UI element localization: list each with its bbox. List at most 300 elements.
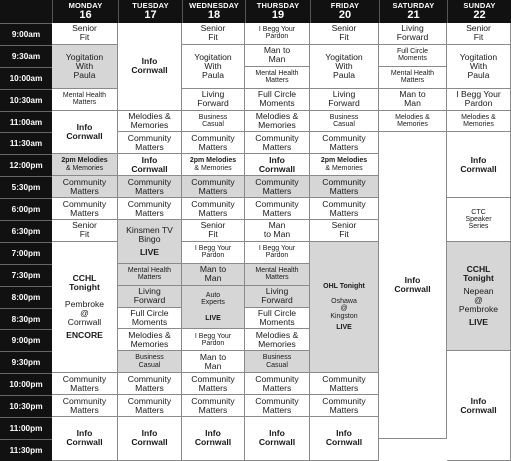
program-title-line: Memories [397,121,428,128]
program-cell-fri-business-casual[interactable] [310,111,379,133]
program-cell-wed-senior-fit[interactable] [182,23,245,45]
program-title-line: Matters [135,207,164,218]
time-label: 11:00pm [0,417,52,439]
day-header-wednesday [182,0,245,23]
program-cell-sun-cchl[interactable] [447,242,511,351]
program-cell-sat-info-cornwall[interactable] [379,132,447,438]
program-cell-thu-mental-health-pm[interactable] [245,264,310,286]
program-cell-sun-i-begg[interactable] [447,89,511,111]
program-title-line: Man [204,360,222,371]
program-cell-wed-business-casual[interactable] [182,111,245,133]
time-label: 10:00am [0,67,52,89]
program-title-line: LIVE [205,314,221,322]
program-title-line: Matters [198,382,228,393]
program-title-line: Matters [70,382,99,393]
program-cell-thu-mental-health[interactable] [245,67,310,89]
program-title-line: Matters [265,274,289,282]
program-cell-thu-full-circle-pm[interactable] [245,308,310,330]
program-title-line: @ [340,305,348,313]
program-cell-thu-melodies-pm[interactable] [245,329,310,351]
program-title-line: Auto [205,292,221,300]
program-cell-wed-i-begg-pm[interactable] [182,329,245,351]
program-title-line: Senior [200,23,226,34]
program-title-line: 2pm Melodies [320,157,368,165]
program-cell-fri-community-1130[interactable] [310,132,379,154]
program-cell-thu-full-circle[interactable] [245,89,310,111]
program-title-line: Nepean [463,286,494,297]
time-label: 12:00pm [0,154,52,176]
program-title-line: Tonight [69,282,100,293]
program-cell-wed-i-begg[interactable] [182,242,245,264]
program-title-line: Community [255,373,299,384]
program-title-line: Forward [133,295,166,306]
program-title-line: Melodies & [255,329,299,340]
program-title-line: Cornwall [131,65,168,76]
program-title-line: LIVE [336,324,352,332]
program-cell-tue-info-cornwall[interactable] [118,23,182,111]
program-title-line: Casual [138,361,161,369]
program-cell-tue-community-1030[interactable] [118,395,182,417]
program-cell-wed-community-1000[interactable] [182,373,245,395]
program-cell-mon-info-cornwall-pm[interactable] [52,417,118,461]
time-label: 9:00pm [0,329,52,351]
program-title-line: With [335,60,353,71]
program-title-line: Community [191,132,235,143]
program-title-line: Senior [72,220,97,231]
program-title-line: Cornwall [460,404,497,415]
program-title-line: Melodies & [255,110,299,121]
program-title-line: Man [268,54,286,65]
program-title-line: CCHL [466,264,491,275]
program-cell-thu-i-begg[interactable] [245,242,310,264]
program-cell-thu-i-begg[interactable] [245,23,310,45]
program-cell-tue-community-1130[interactable] [118,132,182,154]
program-title-line: & Memories [194,164,232,172]
program-title-line: Forward [328,98,360,109]
program-title-line: Matters [135,404,164,415]
program-cell-fri-community-1030[interactable] [310,395,379,417]
day-header-monday [52,0,118,23]
program-cell-tue-mental-health[interactable] [118,264,182,286]
program-title-line: Memories [258,120,296,130]
program-cell-mon-melodies[interactable] [52,154,118,176]
program-cell-sat-melodies[interactable] [379,111,447,133]
program-title-line: Memories [463,121,494,128]
program-title-line: Casual [333,121,355,128]
program-title-line: Moments [259,98,295,109]
program-title-line: Community [127,176,172,187]
program-title-line: Matters [70,185,99,196]
program-title-line: Man [204,273,222,284]
program-title-line: Cornwall [325,437,363,448]
program-title-line: Community [322,132,366,143]
time-label: 9:00am [0,23,52,45]
program-title-line: Fit [79,229,90,240]
time-label: 6:30pm [0,220,52,242]
program-cell-wed-man-to-man[interactable] [182,264,245,286]
program-title-line: Fit [473,32,484,43]
program-title-line: Paula [467,69,490,80]
program-title-line: Full Circle [130,308,169,318]
program-title-line: Man [268,220,286,231]
program-title-line: Info [336,428,352,439]
program-cell-thu-man-to-man-pm[interactable] [245,220,310,242]
program-title-line: Mental Health [127,266,172,274]
program-cell-fri-melodies[interactable] [310,154,379,176]
program-cell-mon-senior-fit-pm[interactable] [52,220,118,242]
program-cell-tue-kinsmen-bingo[interactable] [118,220,182,264]
program-title-line: Senior [200,220,226,231]
program-cell-sun-info-cornwall-pm[interactable] [447,351,511,460]
program-title-line: Matters [135,185,164,196]
program-cell-mon-cchl[interactable] [52,242,118,373]
program-title-line: Series [468,223,489,231]
program-title-line: Moments [259,317,295,328]
program-cell-wed-community-1030[interactable] [182,395,245,417]
program-title-line: Fit [79,32,90,43]
program-title-line: Matters [135,382,164,393]
program-title-line: Melodies & [128,110,171,121]
day-name: THURSDAY [256,1,300,11]
program-title-line: Matters [198,141,228,152]
program-cell-fri-community-530[interactable] [310,176,379,198]
program-cell-wed-melodies[interactable] [182,154,245,176]
day-header-tuesday [118,0,182,23]
program-cell-tue-melodies-pm[interactable] [118,329,182,351]
program-title-line: Community [322,373,366,384]
program-cell-fri-senior-fit[interactable] [310,23,379,45]
program-title-line: CTC [471,208,486,216]
time-label: 10:00pm [0,373,52,395]
program-title-line: Cornwall [66,437,103,448]
program-title-line: Yogitation [194,51,232,62]
program-title-line: With [469,60,488,71]
day-number: 17 [144,8,157,21]
program-title-line: Oshawa [331,298,357,306]
program-cell-thu-community-1130[interactable] [245,132,310,154]
program-title-line: Business [135,354,164,362]
program-title-line: Matters [329,382,359,393]
program-title-line: Matters [329,141,359,152]
program-cell-tue-community-1000[interactable] [118,373,182,395]
program-title-line: Community [62,373,107,384]
program-cell-mon-senior-fit[interactable] [52,23,118,45]
program-title-line: Business [262,354,292,362]
program-title-line: Matters [329,185,359,196]
program-cell-thu-info-cornwall-pm[interactable] [245,417,310,461]
program-title-line: Melodies & [128,329,171,340]
program-title-line: Matters [262,185,292,196]
program-title-line: & Memories [325,164,363,172]
program-title-line: Community [62,198,107,209]
program-cell-wed-community-530[interactable] [182,176,245,198]
program-title-line: Info [205,428,221,439]
program-title-line: Info [141,154,158,165]
program-cell-tue-business-casual[interactable] [118,351,182,373]
program-cell-tue-melodies[interactable] [118,111,182,133]
program-title-line: Info [269,154,285,165]
program-title-line: I Begg Your [258,26,296,34]
program-cell-fri-community-1000[interactable] [310,373,379,395]
time-label: 9:30pm [0,351,52,373]
program-title-line: Pembroke [458,304,499,315]
program-title-line: Cornwall [394,284,431,295]
program-title-line: Man to [199,351,227,362]
program-cell-mon-community-600[interactable] [52,198,118,220]
program-cell-fri-community-600[interactable] [310,198,379,220]
program-cell-wed-auto-experts[interactable] [182,286,245,330]
program-cell-sat-man-to-man[interactable] [379,89,447,111]
program-cell-tue-full-circle[interactable] [118,308,182,330]
program-cell-thu-melodies[interactable] [245,111,310,133]
time-label: 9:30am [0,45,52,67]
program-title-line: Yogitation [459,51,498,62]
program-title-line: @ [474,295,483,306]
program-cell-sun-yogitation[interactable] [447,45,511,89]
program-title-line: Community [191,176,235,187]
program-title-line: Cornwall [258,437,296,448]
program-title-line: Business [198,113,228,121]
time-label: 7:30pm [0,264,52,286]
program-title-line: Full Circle [257,308,297,318]
program-title-line: Pardon [464,98,493,109]
program-title-line: Speaker [465,215,492,223]
program-title-line: Matters [198,404,228,415]
program-cell-wed-community-1130[interactable] [182,132,245,154]
program-cell-thu-living-forward[interactable] [245,286,310,308]
program-title-line: Matters [262,404,292,415]
program-cell-sat-mental-health[interactable] [379,67,447,89]
program-title-line: I Begg Your [194,245,232,252]
program-title-line: Cornwall [131,437,168,448]
day-header-sunday [447,0,511,23]
program-title-line: Living [401,23,424,34]
program-title-line: LIVE [139,246,160,257]
program-title-line: Mental Health [390,69,435,77]
program-title-line: Matters [137,274,162,282]
program-title-line: Cornwall [67,317,102,328]
day-number: 20 [338,8,352,21]
program-title-line: Paula [73,69,96,80]
program-title-line: Community [127,132,172,143]
program-title-line: Community [127,198,172,209]
time-label: 11:00am [0,111,52,133]
program-cell-fri-senior-fit-pm[interactable] [310,220,379,242]
program-cell-fri-yogitation[interactable] [310,45,379,89]
program-title-line: ENCORE [66,330,103,341]
program-cell-sat-living-forward[interactable] [379,23,447,45]
program-title-line: OHL Tonight [323,282,365,290]
program-title-line: Info [141,428,158,439]
program-title-line: Pardon [201,252,225,260]
program-title-line: Community [322,395,366,406]
program-cell-mon-info-cornwall[interactable] [52,111,118,155]
program-cell-wed-community-600[interactable] [182,198,245,220]
program-title-line: Matters [329,404,359,415]
program-cell-sun-melodies[interactable] [447,111,511,133]
program-title-line: Mental Health [62,91,107,99]
program-title-line: Info [470,154,487,165]
program-cell-mon-mental-health[interactable] [52,89,118,111]
program-title-line: Mental Health [255,69,299,77]
program-title-line: Info [404,275,421,286]
day-header-thursday [245,0,310,23]
program-title-line: Info [269,428,285,439]
program-cell-thu-business-casual[interactable] [245,351,310,373]
program-title-line: Community [62,395,107,406]
program-title-line: Business [329,113,359,121]
time-label: 8:30pm [0,308,52,330]
program-title-line: Info [76,428,93,439]
program-cell-wed-senior-fit-pm[interactable] [182,220,245,242]
program-title-line: Yogitation [325,51,363,62]
program-title-line: Kinsmen TV [126,224,173,235]
program-title-line: Mental Health [255,266,299,274]
program-title-line: Community [191,373,235,384]
day-header-friday [310,0,379,23]
program-cell-fri-info-cornwall-pm[interactable] [310,417,379,461]
program-cell-thu-community-1030[interactable] [245,395,310,417]
program-title-line: LIVE [468,317,489,328]
program-title-line: 2pm Melodies [189,157,237,165]
time-label: 11:30pm [0,439,52,461]
program-title-line: Senior [331,23,357,34]
program-title-line: With [204,60,222,71]
program-cell-fri-ohl[interactable] [310,242,379,373]
program-title-line: Fit [339,32,349,43]
program-title-line: Moments [131,317,168,328]
program-cell-thu-community-530[interactable] [245,176,310,198]
day-number: 19 [271,8,285,21]
program-title-line: @ [80,308,89,319]
program-cell-thu-community-1000[interactable] [245,373,310,395]
program-title-line: Casual [266,361,288,369]
day-name: SATURDAY [392,1,435,11]
program-title-line: Man to [399,89,426,100]
program-cell-tue-community-600[interactable] [118,198,182,220]
program-title-line: Melodies & [461,113,496,121]
program-title-line: Cornwall [258,163,296,174]
header-corner [0,0,52,23]
program-title-line: Cornwall [131,163,168,174]
program-title-line: Cornwall [194,437,232,448]
program-title-line: Pardon [265,252,289,260]
program-title-line: & Memories [65,164,104,172]
program-title-line: Kingston [330,312,358,320]
program-cell-sat-full-circle[interactable] [379,45,447,67]
program-title-line: Info [76,121,93,132]
program-title-line: Forward [197,98,229,109]
program-title-line: Community [127,373,172,384]
program-cell-tue-living-forward[interactable] [118,286,182,308]
program-cell-mon-community-1000[interactable] [52,373,118,395]
program-title-line: Fit [208,229,218,240]
program-title-line: Senior [331,220,357,231]
program-title-line: Info [470,395,487,406]
program-title-line: Matters [262,141,292,152]
program-title-line: Matters [262,207,292,218]
program-title-line: Community [255,198,299,209]
program-title-line: I Begg Your [456,89,501,100]
program-title-line: Community [255,395,299,406]
time-label: 7:00pm [0,242,52,264]
program-title-line: Casual [202,121,224,128]
program-cell-sun-info-cornwall[interactable] [447,132,511,198]
program-title-line: Yogitation [65,51,104,62]
program-cell-sun-senior-fit[interactable] [447,23,511,45]
time-label: 5:30pm [0,176,52,198]
program-cell-mon-community-1030[interactable] [52,395,118,417]
time-label: 6:00pm [0,198,52,220]
program-title-line: Tonight [463,273,494,284]
day-number: 22 [473,8,486,21]
program-cell-tue-info-cornwall-pm[interactable] [118,417,182,461]
program-title-line: Forward [396,32,429,43]
program-title-line: Moments [398,55,427,63]
program-title-line: Community [127,395,172,406]
program-title-line: Community [255,176,299,187]
program-title-line: Pardon [265,33,289,41]
program-title-line: Fit [208,32,218,43]
program-title-line: to Man [263,229,291,240]
program-cell-wed-info-cornwall-pm[interactable] [182,417,245,461]
program-title-line: Fit [339,229,349,240]
program-cell-tue-community-530[interactable] [118,176,182,198]
day-name: TUESDAY [132,1,169,11]
time-label: 8:00pm [0,286,52,308]
day-name: WEDNESDAY [189,1,239,11]
program-cell-wed-man-to-man-pm[interactable] [182,351,245,373]
program-cell-sun-ctc-speaker[interactable] [447,198,511,242]
program-cell-thu-man-to-man[interactable] [245,45,310,67]
program-title-line: Paula [202,69,224,80]
day-number: 18 [207,8,221,21]
program-title-line: Community [62,176,107,187]
program-title-line: Matters [72,99,97,107]
program-title-line: Living [138,286,161,297]
program-cell-wed-living-forward[interactable] [182,89,245,111]
program-title-line: Matters [198,185,228,196]
program-title-line: Matters [265,77,289,85]
program-cell-fri-living-forward[interactable] [310,89,379,111]
program-title-line: Community [191,395,235,406]
program-title-line: Full Circle [396,47,429,55]
time-label: 10:30am [0,89,52,111]
program-cell-wed-yogitation[interactable] [182,45,245,89]
program-title-line: Matters [329,207,359,218]
time-label: 10:30pm [0,395,52,417]
program-cell-tue-info-cornwall-noon[interactable] [118,154,182,176]
program-title-line: Full Circle [257,89,297,100]
program-title-line: Info [141,56,158,67]
program-title-line: Pardon [201,339,225,347]
program-title-line: Community [255,132,299,143]
program-title-line: Living [265,286,289,297]
program-title-line: Cornwall [460,163,497,174]
program-title-line: Memories [130,120,169,130]
program-title-line: I Begg Your [258,245,296,252]
program-title-line: Matters [70,404,99,415]
program-title-line: Matters [198,207,228,218]
program-cell-mon-yogitation[interactable] [52,45,118,89]
program-title-line: Cornwall [66,130,103,141]
program-cell-thu-info-cornwall-noon[interactable] [245,154,310,176]
program-title-line: Memories [130,338,169,349]
program-title-line: I Begg Your [194,332,232,340]
program-cell-mon-community-530[interactable] [52,176,118,198]
program-title-line: Matters [262,382,292,393]
program-cell-thu-community-600[interactable] [245,198,310,220]
